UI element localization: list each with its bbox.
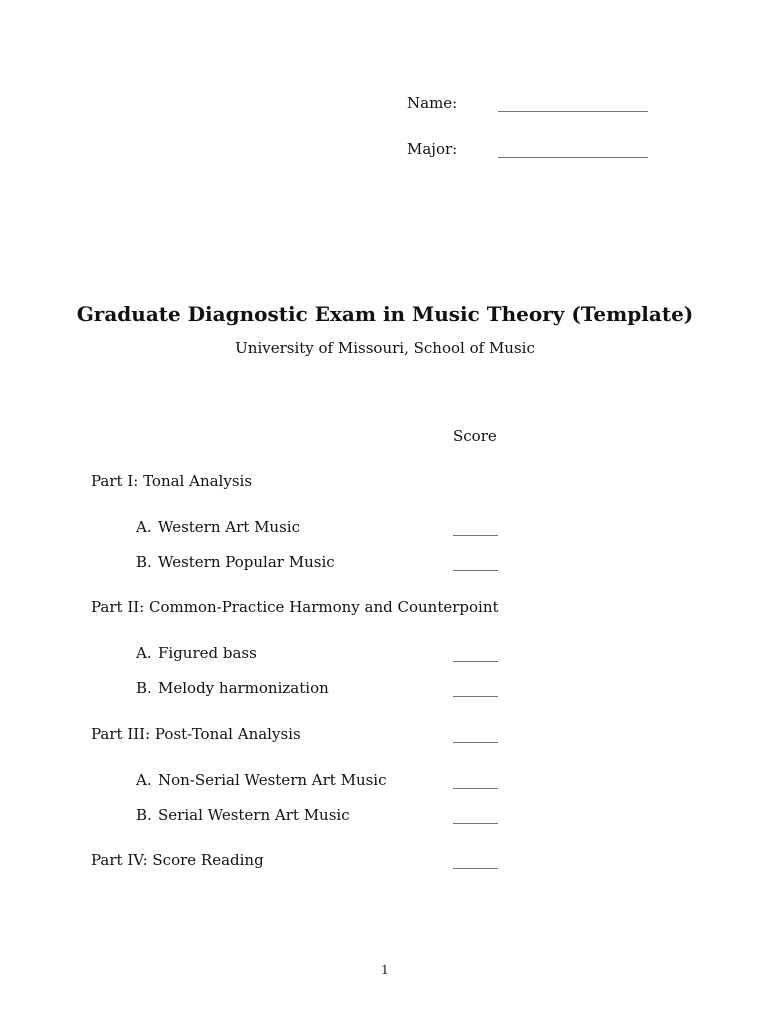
part-3-item-b-score[interactable]: ______: [453, 806, 498, 824]
part-1-item-b-label: Western Popular Music: [158, 553, 335, 571]
part-3-item-a-label: Non-Serial Western Art Music: [158, 771, 387, 789]
part-2-item-a-label: Figured bass: [158, 644, 257, 662]
part-4-score[interactable]: ______: [453, 851, 498, 869]
part-3-item-a-score[interactable]: ______: [453, 771, 498, 789]
major-field[interactable]: ____________________: [498, 140, 648, 158]
name-field[interactable]: ____________________: [498, 94, 648, 112]
part-2-item-a-marker: A.: [136, 644, 152, 662]
part-4-label: Part IV: Score Reading: [91, 851, 264, 869]
score-header: Score: [453, 427, 497, 445]
part-3-item-b-marker: B.: [136, 806, 152, 824]
document-title: Graduate Diagnostic Exam in Music Theory (Template): [76, 302, 694, 326]
part-1-label: Part I: Tonal Analysis: [91, 472, 253, 490]
major-label: Major:: [407, 140, 458, 158]
part-1-item-a-label: Western Art Music: [158, 518, 300, 536]
part-3-label: Part III: Post-Tonal Analysis: [91, 725, 301, 743]
part-2-label: Part II: Common-Practice Harmony and Counterpoint: [91, 598, 499, 616]
name-label: Name:: [407, 94, 458, 112]
part-1-item-a-marker: A.: [136, 518, 152, 536]
part-1-item-b-marker: B.: [136, 553, 152, 571]
part-3-item-a-marker: A.: [136, 771, 152, 789]
document-subtitle: University of Missouri, School of Music: [235, 339, 535, 357]
part-1-item-a-score[interactable]: ______: [453, 518, 498, 536]
part-2-item-b-score[interactable]: ______: [453, 679, 498, 697]
part-2-item-a-score[interactable]: ______: [453, 644, 498, 662]
part-1-item-b-score[interactable]: ______: [453, 553, 498, 571]
part-3-score[interactable]: ______: [453, 725, 498, 743]
part-3-item-b-label: Serial Western Art Music: [158, 806, 350, 824]
page-number: 1: [381, 963, 389, 977]
part-2-item-b-marker: B.: [136, 679, 152, 697]
part-2-item-b-label: Melody harmonization: [158, 679, 329, 697]
